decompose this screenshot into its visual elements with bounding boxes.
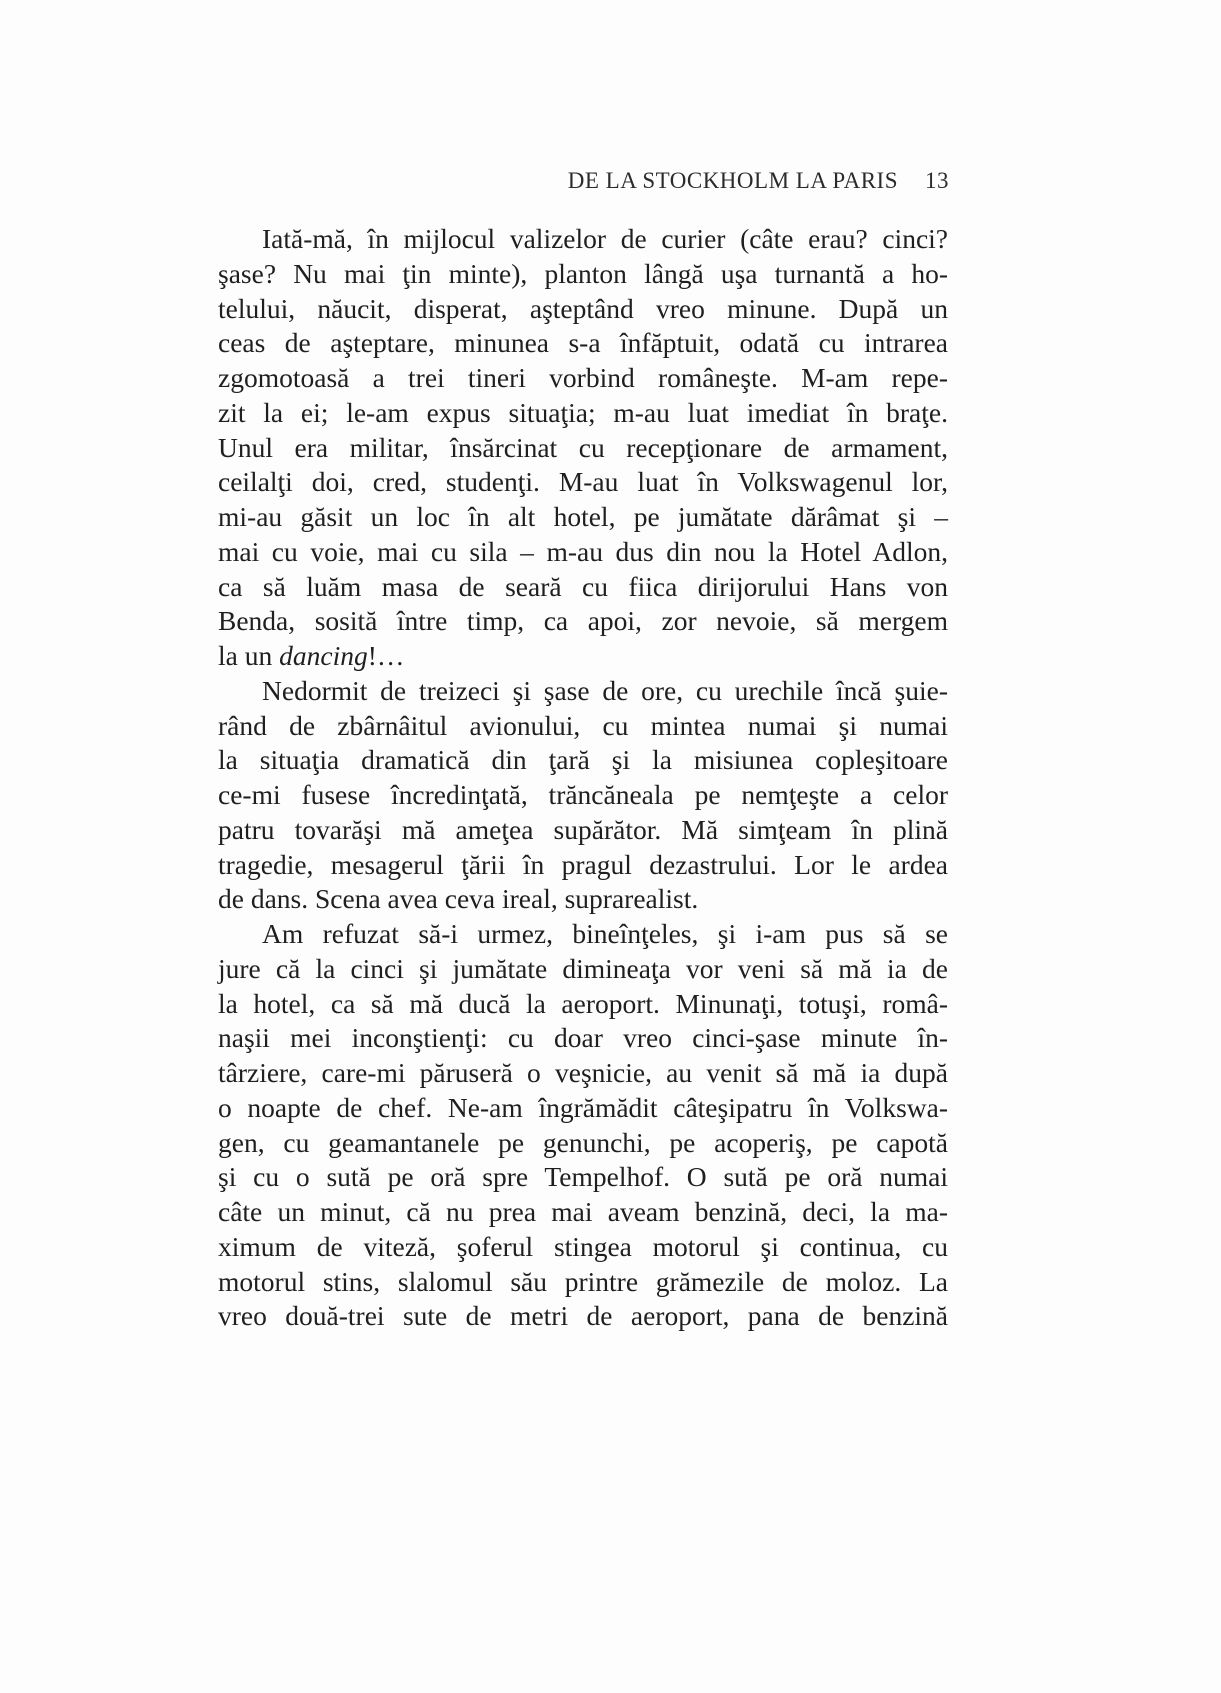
text-line: la situaţia dramatică din ţară şi la misiunea copleşitoare: [218, 744, 948, 776]
text-line: motorul stins, slalomul său printre grămezile de moloz. La: [218, 1265, 948, 1297]
text-line: vreo două-trei sute de metri de aeroport, pana de benzină: [218, 1300, 948, 1332]
text-line: rând de zbârnâitul avionului, cu mintea numai şi numai: [218, 709, 948, 741]
text-line: Iată-mă, în mijlocul valizelor de curier (câte erau? cinci?: [262, 223, 948, 254]
text-line: Nedormit de treizeci şi şase de ore, cu urechile încă şuie-: [262, 674, 948, 706]
text-line: naşii mei inconştienţi: cu doar vreo cinci-şase minute în-: [218, 1022, 948, 1054]
text-line: Unul era militar, însărcinat cu recepţionare de armament,: [218, 431, 948, 463]
text-line: ximum de viteză, şoferul stingea motorul şi continua, cu: [218, 1230, 948, 1262]
paragraph-lines: [218, 917, 948, 1334]
text-line: şase? Nu mai ţin minte), planton lângă uşa turnantă a ho-: [218, 257, 948, 289]
text-line: [218, 639, 948, 674]
text-line: mi-au găsit un loc în alt hotel, pe jumătate dărâmat şi –: [218, 501, 948, 532]
page-number: 13: [925, 168, 949, 193]
text-line: mai cu voie, mai cu sila – m-au dus din nou la Hotel Adlon,: [218, 535, 948, 567]
text-line: la hotel, ca să mă ducă la aeroport. Minunaţi, totuşi, româ-: [218, 987, 948, 1019]
text-line: telului, năucit, disperat, aşteptând vreo minune. După un: [218, 292, 948, 324]
italic-text: dancing: [279, 640, 368, 671]
paragraph-2: [218, 674, 948, 917]
text-line: şi cu o sută pe oră spre Tempelhof. O sută pe oră numai: [218, 1161, 948, 1193]
text-line: gen, cu geamantanele pe genunchi, pe acoperiş, pe capotă: [218, 1126, 948, 1158]
running-head: [568, 169, 949, 192]
text-segment: !…: [367, 640, 405, 671]
text-line: ce-mi fusese încredinţată, trăncăneala pe nemţeşte a celor: [218, 779, 948, 810]
text-line: ceas de aşteptare, minunea s-a înfăptuit, odată cu intrarea: [218, 327, 948, 359]
text-line: patru tovarăşi mă ameţea supărător. Mă simţeam în plină: [218, 813, 948, 845]
text-line: de dans. Scena avea ceva ireal, suprarealist.: [218, 883, 699, 915]
paragraph-3: [218, 917, 948, 1334]
text-segment: la un: [218, 640, 280, 671]
text-line: târziere, care-mi păruseră o veşnicie, au venit să mă ia după: [218, 1057, 948, 1088]
text-line: tragedie, mesagerul ţării în pragul dezastrului. Lor le ardea: [218, 848, 948, 880]
paragraph-lines: [218, 674, 948, 883]
text-line: ca să luăm masa de seară cu fiica dirijorului Hans von: [218, 570, 948, 602]
text-line: zit la ei; le-am expus situaţia; m-au luat imediat în braţe.: [218, 396, 948, 428]
paragraph-lines: [218, 222, 948, 639]
text-line: Benda, sosită între timp, ca apoi, zor nevoie, să mergem: [218, 605, 948, 637]
body-text: [218, 222, 948, 1334]
paragraph-1: [218, 222, 948, 674]
text-line: jure că la cinci şi jumătate dimineaţa vor veni să mă ia de: [218, 952, 948, 984]
text-line: câte un minut, că nu prea mai aveam benzină, deci, la ma-: [218, 1196, 948, 1227]
text-line: o noapte de chef. Ne-am îngrămădit câteşipatru în Volkswa-: [218, 1091, 948, 1123]
text-line: zgomotoasă a trei tineri vorbind româneşte. M-am repe-: [218, 362, 948, 393]
running-head-title: DE LA STOCKHOLM LA PARIS: [567, 168, 898, 193]
text-line: ceilalţi doi, cred, studenţi. M-au luat în Volkswagenul lor,: [218, 466, 948, 498]
text-line: Am refuzat să-i urmez, bineînţeles, şi i-am pus să se: [262, 918, 948, 949]
